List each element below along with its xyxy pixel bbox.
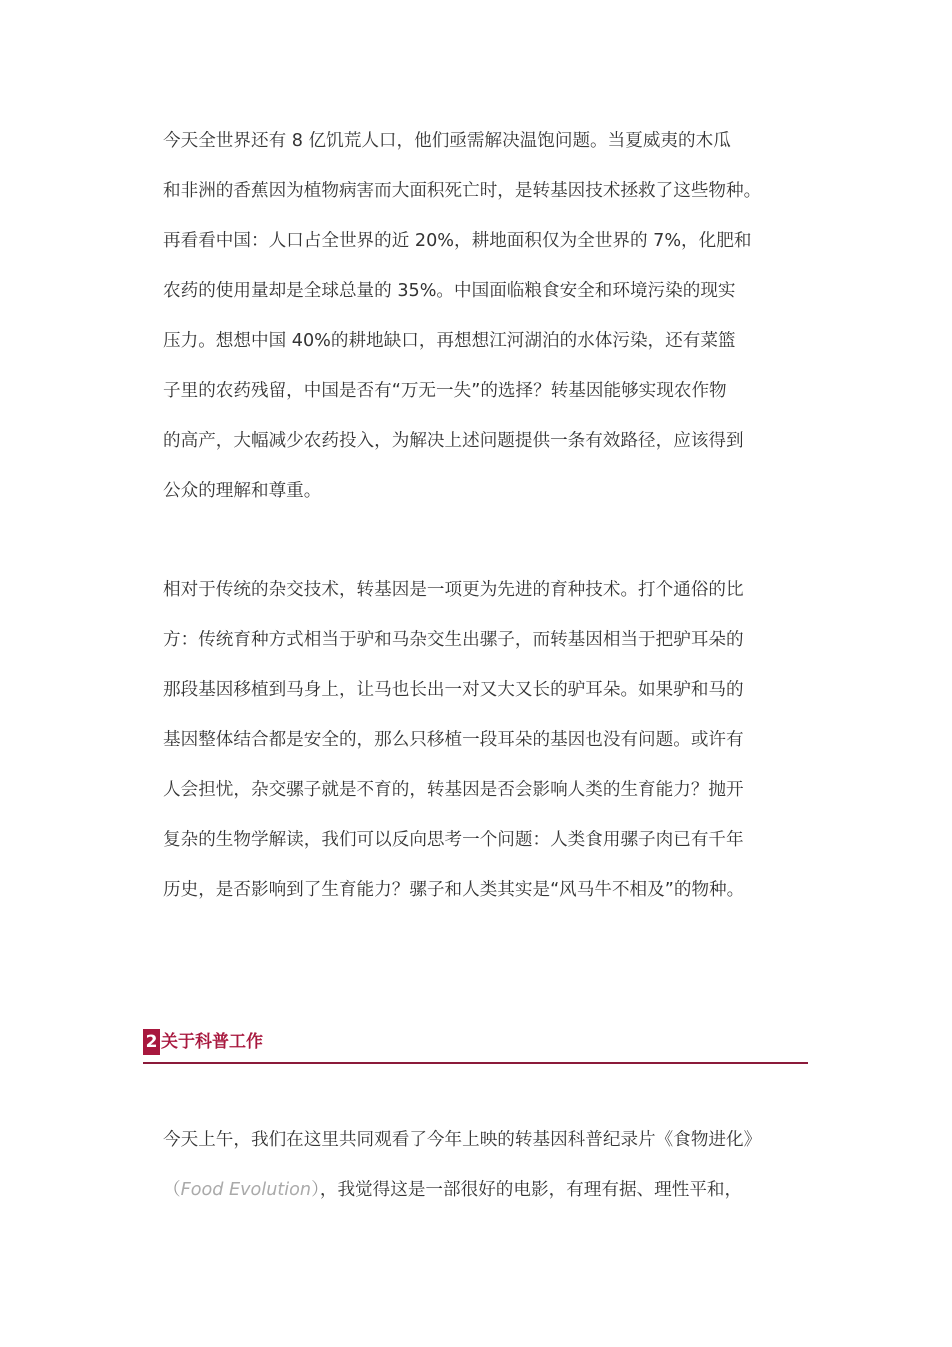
paragraph-world-hunger [163, 116, 803, 516]
text-line: 历史，是否影响到了生育能力？骡子和人类其实是“风马牛不相及”的物种。 [163, 880, 745, 900]
section-number-badge: 2 [143, 1029, 160, 1055]
text-line: 公众的理解和尊重。 [163, 481, 322, 501]
text-line: 相对于传统的杂交技术，转基因是一项更为先进的育种技术。打个通俗的比 [163, 580, 744, 600]
text-line-rest: ，我觉得这是一部很好的电影，有理有据、理性平和， [319, 1180, 743, 1200]
paragraph-science-popularization [163, 1115, 803, 1215]
text-line: 的高产，大幅减少农药投入，为解决上述问题提供一条有效路径，应该得到 [163, 431, 744, 451]
text-line: 今天全世界还有 8 亿饥荒人口，他们亟需解决温饱问题。当夏威夷的木瓜 [163, 131, 731, 151]
english-film-title: Food Evolution [180, 1180, 312, 1200]
section-heading [143, 1026, 808, 1064]
paragraph-breeding-technology [163, 565, 803, 915]
close-paren: ） [311, 1180, 320, 1200]
section-title: 关于科普工作 [161, 1032, 263, 1052]
text-line: 基因整体结合都是安全的，那么只移植一段耳朵的基因也没有问题。或许有 [163, 730, 744, 750]
text-line: 压力。想想中国 40%的耕地缺口，再想想江河湖泊的水体污染，还有菜篮 [163, 331, 736, 351]
text-line: 农药的使用量却是全球总量的 35%。中国面临粮食安全和环境污染的现实 [163, 281, 736, 301]
text-line: 复杂的生物学解读，我们可以反向思考一个问题：人类食用骡子肉已有千年 [163, 830, 744, 850]
text-line: 和非洲的香蕉因为植物病害而大面积死亡时，是转基因技术拯救了这些物种。 [163, 181, 762, 201]
text-line: 子里的农药残留，中国是否有“万无一失”的选择？转基因能够实现农作物 [163, 381, 727, 401]
text-line: 方：传统育种方式相当于驴和马杂交生出骡子，而转基因相当于把驴耳朵的 [163, 630, 744, 650]
text-line: 那段基因移植到马身上，让马也长出一对又大又长的驴耳朵。如果驴和马的 [163, 680, 744, 700]
open-paren: （ [163, 1180, 181, 1200]
text-line: 人会担忧，杂交骡子就是不育的，转基因是否会影响人类的生育能力？抛开 [163, 780, 744, 800]
text-line [163, 1165, 803, 1215]
text-line: 再看看中国：人口占全世界的近 20%，耕地面积仅为全世界的 7%，化肥和 [163, 231, 752, 251]
text-line: 今天上午，我们在这里共同观看了今年上映的转基因科普纪录片《食物进化》 [163, 1130, 762, 1150]
